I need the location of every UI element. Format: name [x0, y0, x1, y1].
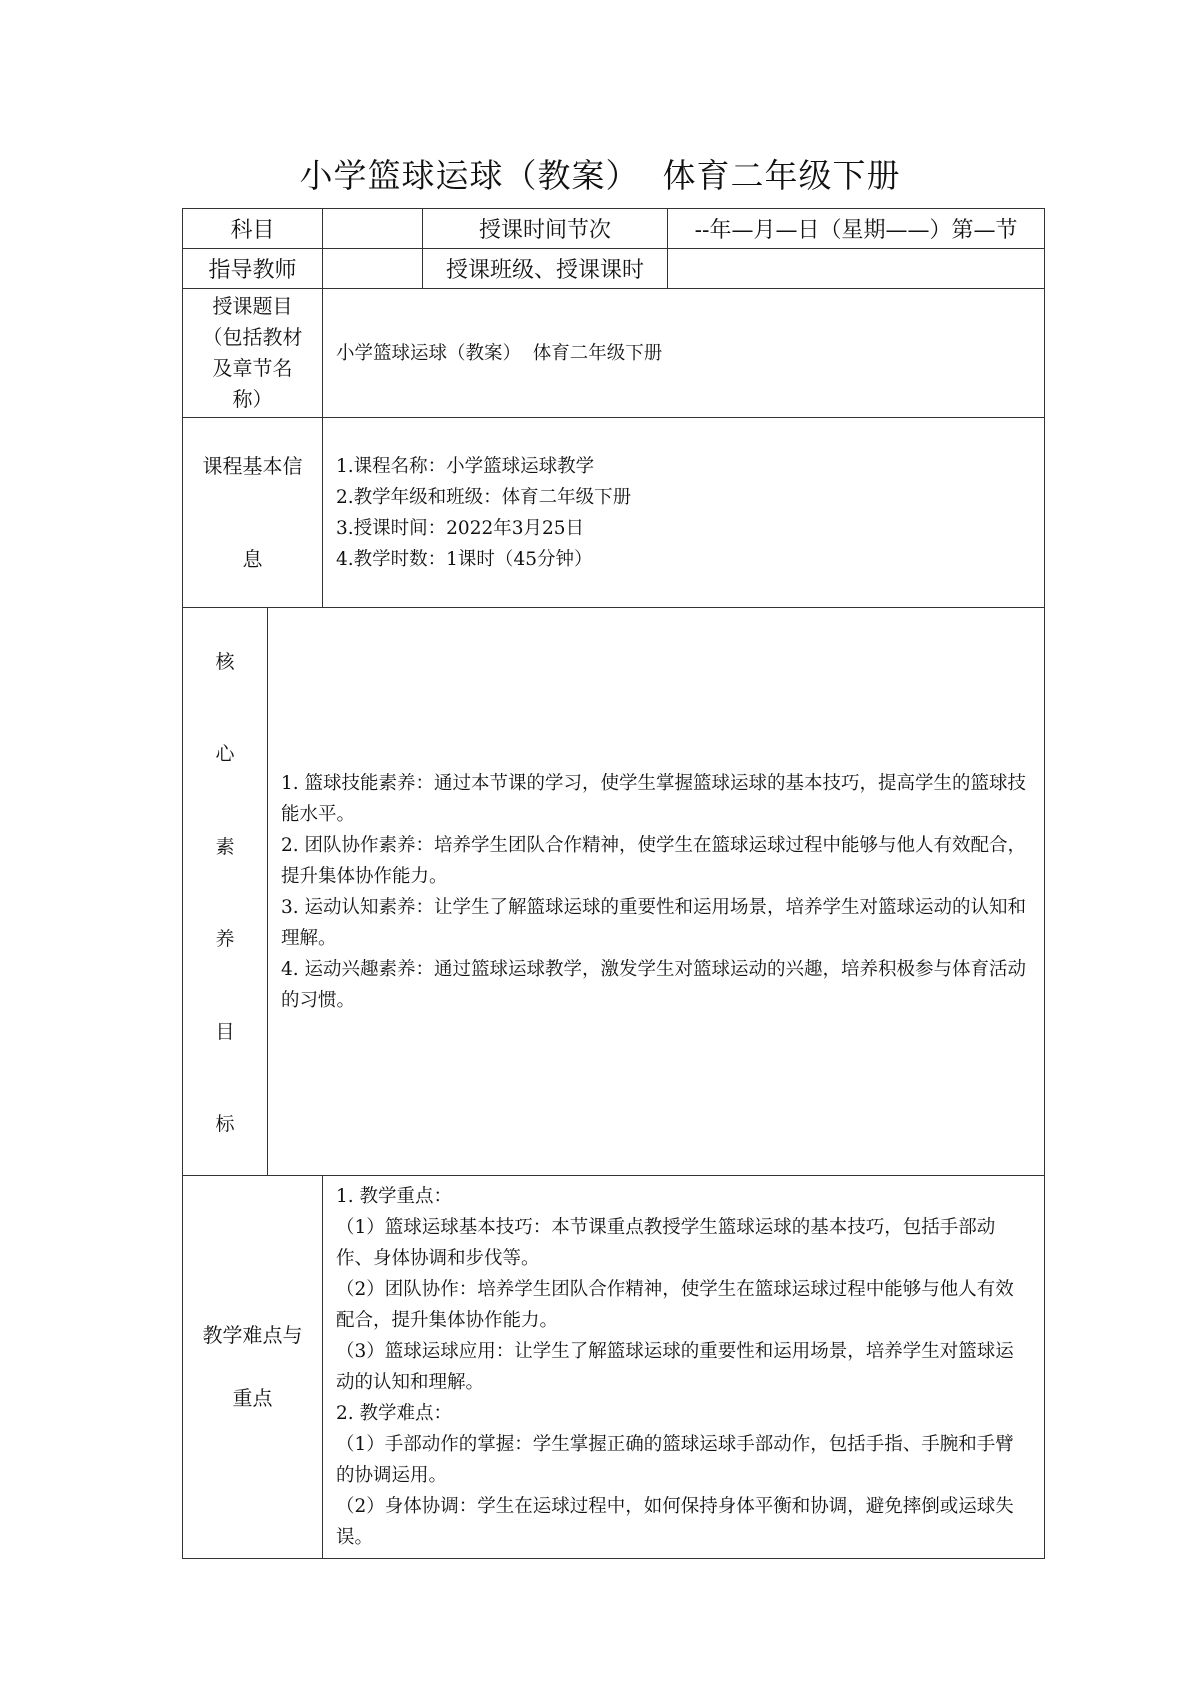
basic-info-label — [183, 418, 323, 608]
basic-info-label-bottom: 息 — [242, 546, 263, 571]
subject-label: 科目 — [183, 209, 323, 249]
core-literacy-row — [183, 608, 1045, 1176]
key-points-label — [183, 1176, 323, 1559]
basic-info-item: 4.教学时数：1课时（45分钟） — [336, 548, 593, 570]
header-row-1 — [183, 209, 1045, 249]
key-points-line: 1. 教学重点： — [336, 1186, 453, 1207]
key-points-line: 2. 教学难点： — [336, 1403, 453, 1424]
lesson-plan-table — [182, 208, 1045, 1559]
time-value: --年—月—日（星期——）第—节 — [668, 209, 1045, 249]
key-points-content — [323, 1176, 1045, 1559]
key-points-label-top: 教学难点与 — [202, 1323, 303, 1347]
teacher-label: 指导教师 — [183, 249, 323, 289]
topic-row — [183, 289, 1045, 418]
basic-info-label-top: 课程基本信 — [202, 453, 303, 478]
key-points-line: （1）手部动作的掌握：学生掌握正确的篮球运球手部动作，包括手指、手腕和手臂的协调运用。 — [336, 1434, 1014, 1486]
core-label-char: 目 — [215, 1020, 235, 1043]
basic-info-item: 1.课程名称：小学篮球运球教学 — [336, 455, 595, 477]
core-literacy-content — [268, 608, 1045, 1176]
basic-info-item: 2.教学年级和班级：体育二年级下册 — [336, 486, 632, 508]
key-points-line: （3）篮球运球应用：让学生了解篮球运球的重要性和运用场景，培养学生对篮球运动的认知和理解。 — [336, 1341, 1014, 1393]
key-points-line: （2）团队协作：培养学生团队合作精神，使学生在篮球运球过程中能够与他人有效配合，提升集体协作能力。 — [336, 1279, 1014, 1331]
core-label-char: 心 — [215, 743, 235, 766]
basic-info-content — [323, 418, 1045, 608]
key-points-line: （1）篮球运球基本技巧：本节课重点教授学生篮球运球的基本技巧，包括手部动作、身体协调和步伐等。 — [336, 1217, 996, 1269]
topic-label-line: （包括教材 — [202, 325, 303, 349]
class-label: 授课班级、授课课时 — [423, 249, 668, 289]
core-label-char: 素 — [215, 835, 235, 858]
topic-label-line: 称） — [232, 387, 273, 411]
topic-label — [183, 289, 323, 418]
key-points-row — [183, 1176, 1045, 1559]
time-label: 授课时间节次 — [423, 209, 668, 249]
core-item: 4. 运动兴趣素养：通过篮球运球教学，激发学生对篮球运动的兴趣，培养积极参与体育活动的习惯。 — [281, 958, 1027, 1011]
basic-info-item: 3.授课时间：2022年3月25日 — [336, 517, 585, 539]
core-item: 3. 运动认知素养：让学生了解篮球运球的重要性和运用场景，培养学生对篮球运动的认知和理解。 — [281, 896, 1027, 949]
core-label-char: 核 — [215, 650, 235, 673]
subject-value — [323, 209, 423, 249]
core-item: 2. 团队协作素养：培养学生团队合作精神，使学生在篮球运球过程中能够与他人有效配合，提升集体协作能力。 — [281, 834, 1027, 887]
basic-info-row — [183, 418, 1045, 608]
header-row-2 — [183, 249, 1045, 289]
core-item: 1. 篮球技能素养：通过本节课的学习，使学生掌握篮球运球的基本技巧，提高学生的篮球技能水平。 — [281, 772, 1027, 825]
topic-label-line: 及章节名 — [212, 356, 293, 380]
core-label-char: 标 — [215, 1113, 235, 1136]
key-points-line: （2）身体协调：学生在运球过程中，如何保持身体平衡和协调，避免摔倒或运球失误。 — [336, 1496, 1014, 1548]
core-label-char: 养 — [215, 928, 235, 951]
key-points-label-bottom: 重点 — [232, 1386, 273, 1410]
topic-label-line: 授课题目 — [212, 294, 293, 318]
teacher-value — [323, 249, 423, 289]
topic-value: 小学篮球运球（教案） 体育二年级下册 — [323, 289, 1045, 418]
class-value — [668, 249, 1045, 289]
document-title: 小学篮球运球（教案） 体育二年级下册 — [299, 156, 901, 195]
core-literacy-label — [183, 608, 268, 1176]
